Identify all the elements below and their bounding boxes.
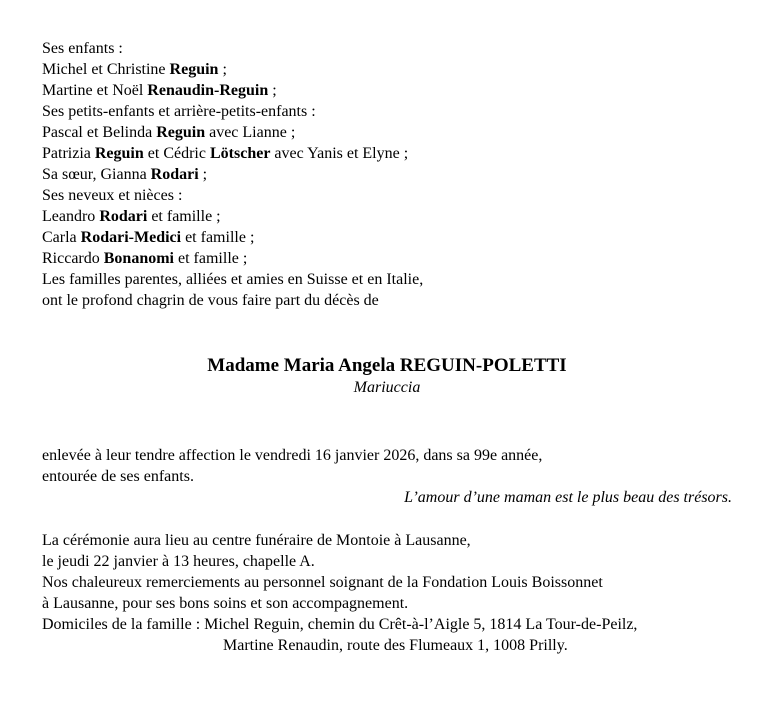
text-segment: Patrizia <box>42 145 95 162</box>
text-segment: Martine et Noël <box>42 82 148 99</box>
text-line: enlevée à leur tendre affection le vendredi 16 janvier 2026, dans sa 99e année, <box>42 447 543 464</box>
text-segment: avec Yanis et Elyne ; <box>270 145 409 162</box>
text-segment: Riccardo <box>42 250 104 267</box>
text-line <box>42 206 732 227</box>
text-segment: Sa sœur, Gianna <box>42 166 151 183</box>
family-surname-bold: Lötscher <box>209 145 271 162</box>
family-surname-bold: Rodari-Medici <box>80 229 182 246</box>
text-line <box>42 227 732 248</box>
text-line <box>42 185 732 206</box>
text-line: La cérémonie aura lieu au centre funéraire de Montoie à Lausanne, <box>42 532 471 549</box>
text-segment: et famille ; <box>147 208 221 225</box>
text-segment: Pascal et Belinda <box>42 124 157 141</box>
deceased-nickname: Mariuccia <box>353 379 421 396</box>
text-line <box>42 38 732 59</box>
text-segment: et famille ; <box>181 229 255 246</box>
text-segment: ; <box>218 61 227 78</box>
domicile-second-line: Martine Renaudin, route des Flumeaux 1, 1008 Prilly. <box>223 637 568 654</box>
memorial-quote: L’amour d’une maman est le plus beau des trésors. <box>404 489 732 506</box>
text-segment: Ses petits-enfants et arrière-petits-enfants : <box>42 103 316 120</box>
family-surname-bold: Reguin <box>156 124 206 141</box>
death-details-paragraph <box>42 445 732 487</box>
text-segment: Leandro <box>42 208 100 225</box>
text-segment: Ses enfants : <box>42 40 123 57</box>
family-surname-bold: Rodari <box>150 166 199 183</box>
family-surname-bold: Reguin <box>169 61 219 78</box>
text-line <box>42 164 732 185</box>
text-segment: avec Lianne ; <box>205 124 296 141</box>
text-line <box>42 248 732 269</box>
text-line <box>42 122 732 143</box>
text-segment: ont le profond chagrin de vous faire part du décès de <box>42 292 379 309</box>
text-segment: ; <box>268 82 277 99</box>
text-segment: et Cédric <box>143 145 210 162</box>
text-line: Nos chaleureux remerciements au personnel soignant de la Fondation Louis Boissonnet <box>42 574 603 591</box>
family-surname-bold: Rodari <box>99 208 148 225</box>
text-segment: ; <box>198 166 208 183</box>
text-line <box>42 143 732 164</box>
text-segment: Les familles parentes, alliées et amies en Suisse et en Italie, <box>42 271 424 288</box>
text-line <box>42 59 732 80</box>
text-segment: Michel et Christine <box>42 61 170 78</box>
family-paragraph <box>42 38 732 311</box>
family-surname-bold: Reguin <box>94 145 144 162</box>
text-segment: Ses neveux et nièces : <box>42 187 183 204</box>
family-surname-bold: Bonanomi <box>103 250 174 267</box>
text-segment: et famille ; <box>174 250 248 267</box>
text-line <box>42 269 732 290</box>
deceased-name-title: Madame Maria Angela REGUIN-POLETTI <box>207 355 567 376</box>
text-line: le jeudi 22 janvier à 13 heures, chapelle A. <box>42 553 315 570</box>
family-surname-bold: Renaudin-Reguin <box>147 82 269 99</box>
text-line: à Lausanne, pour ses bons soins et son accompagnement. <box>42 595 409 612</box>
ceremony-paragraph <box>42 530 732 635</box>
text-line: entourée de ses enfants. <box>42 468 194 485</box>
text-line: Domiciles de la famille : Michel Reguin, chemin du Crêt-à-l’Aigle 5, 1814 La Tour-de-Peilz, <box>42 616 638 633</box>
text-line <box>42 290 732 311</box>
text-line <box>42 80 732 101</box>
text-line <box>42 101 732 122</box>
text-segment: Carla <box>42 229 81 246</box>
